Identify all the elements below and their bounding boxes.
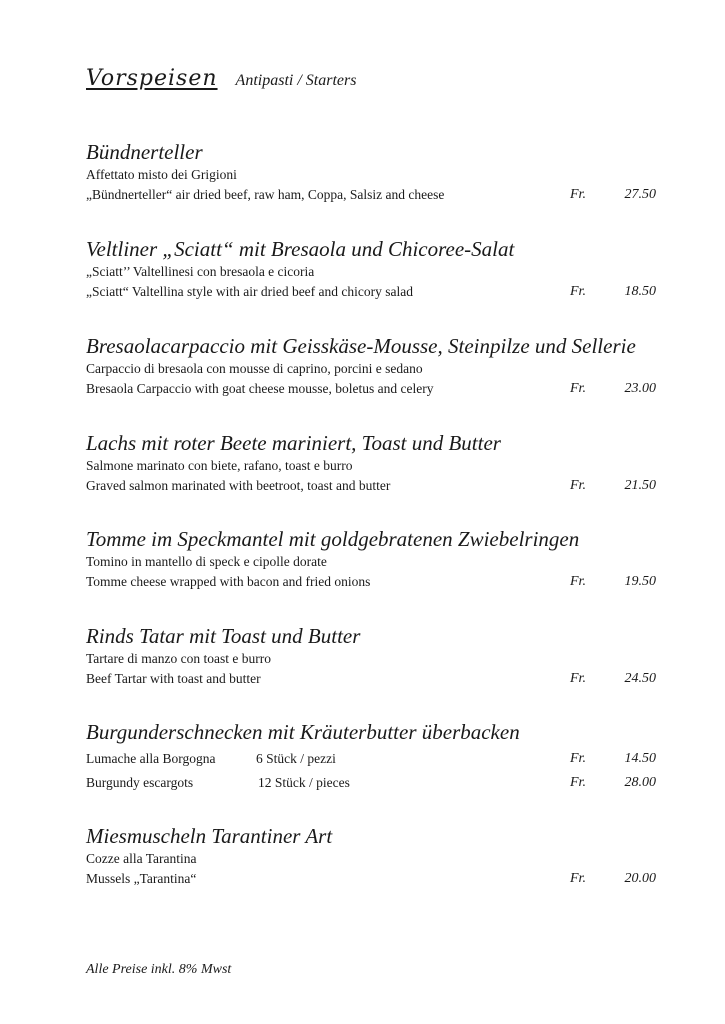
item-italian: Cozze alla Tarantina: [86, 851, 197, 866]
item-italian: „Sciatt’’ Valtellinesi con bresaola e cicoria: [86, 264, 315, 279]
item-price: 28.00: [624, 775, 656, 790]
item-italian: Affettato misto dei Grigioni: [86, 167, 237, 182]
item-quantity: 6 Stück / pezzi: [256, 751, 336, 766]
item-italian: Carpaccio di bresaola con mousse di caprino, porcini e sedano: [86, 361, 423, 376]
item-english: Mussels „Tarantina“ Fr. 20.00: [86, 869, 658, 889]
item-price: 27.50: [624, 187, 656, 202]
item-english: Beef Tartar with toast and butter Fr. 24.50: [86, 669, 658, 689]
menu-item-tomme: [86, 526, 658, 592]
item-price: 20.00: [624, 871, 656, 886]
item-italian: Tomino in mantello di speck e cipolle dorate: [86, 554, 327, 569]
item-name: Lachs mit roter Beete mariniert, Toast und Butter: [86, 431, 501, 455]
item-price: 14.50: [624, 751, 656, 766]
currency-label: Fr.: [570, 381, 586, 396]
currency-label: Fr.: [570, 751, 586, 766]
menu-item-buendnerteller: [86, 139, 658, 205]
item-variant-line: Burgundy escargots 12 Stück / pieces Fr. 28.00: [86, 773, 658, 793]
menu-header: [86, 66, 356, 91]
currency-label: Fr.: [570, 187, 586, 202]
item-english: „Bündnerteller“ air dried beef, raw ham, Coppa, Salsiz and cheese Fr. 27.50: [86, 185, 658, 205]
item-name: Miesmuscheln Tarantiner Art: [86, 824, 333, 848]
item-price: 18.50: [624, 284, 656, 299]
menu-item-burgunderschnecken: [86, 719, 658, 793]
item-price: 21.50: [624, 478, 656, 493]
item-price: 19.50: [624, 574, 656, 589]
item-price: 24.50: [624, 671, 656, 686]
item-quantity: 12 Stück / pieces: [258, 775, 350, 790]
item-name: Burgunderschnecken mit Kräuterbutter überbacken: [86, 720, 520, 744]
item-italian: Salmone marinato con biete, rafano, toast e burro: [86, 458, 353, 473]
currency-label: Fr.: [570, 671, 586, 686]
item-name: Bresaolacarpaccio mit Geisskäse-Mousse, Steinpilze und Sellerie: [86, 334, 636, 358]
currency-label: Fr.: [570, 871, 586, 886]
price-note: Alle Preise inkl. 8% Mwst: [86, 962, 232, 977]
item-name: Rinds Tatar mit Toast und Butter: [86, 624, 361, 648]
item-english: Graved salmon marinated with beetroot, toast and butter Fr. 21.50: [86, 476, 658, 496]
currency-label: Fr.: [570, 574, 586, 589]
item-name: Bündnerteller: [86, 140, 203, 164]
item-english: „Sciatt“ Valtellina style with air dried beef and chicory salad Fr. 18.50: [86, 282, 658, 302]
menu-item-rinds-tatar: [86, 623, 658, 689]
item-name: Tomme im Speckmantel mit goldgebratenen Zwiebelringen: [86, 527, 580, 551]
item-italian: Tartare di manzo con toast e burro: [86, 651, 271, 666]
page-title: Vorspeisen: [86, 66, 218, 91]
item-variant-line: Lumache alla Borgogna 6 Stück / pezzi Fr. 14.50: [86, 749, 658, 769]
item-english: Bresaola Carpaccio with goat cheese mousse, boletus and celery Fr. 23.00: [86, 379, 658, 399]
item-english: Tomme cheese wrapped with bacon and fried onions Fr. 19.50: [86, 572, 658, 592]
page-subtitle: Antipasti / Starters: [235, 72, 357, 89]
menu-item-sciatt: [86, 236, 658, 302]
currency-label: Fr.: [570, 775, 586, 790]
menu-item-lachs: [86, 430, 658, 496]
menu-item-miesmuscheln: [86, 823, 658, 889]
currency-label: Fr.: [570, 284, 586, 299]
item-name: Veltliner „Sciatt“ mit Bresaola und Chicoree-Salat: [86, 237, 515, 261]
menu-item-bresaola-carpaccio: [86, 333, 658, 399]
currency-label: Fr.: [570, 478, 586, 493]
item-price: 23.00: [624, 381, 656, 396]
